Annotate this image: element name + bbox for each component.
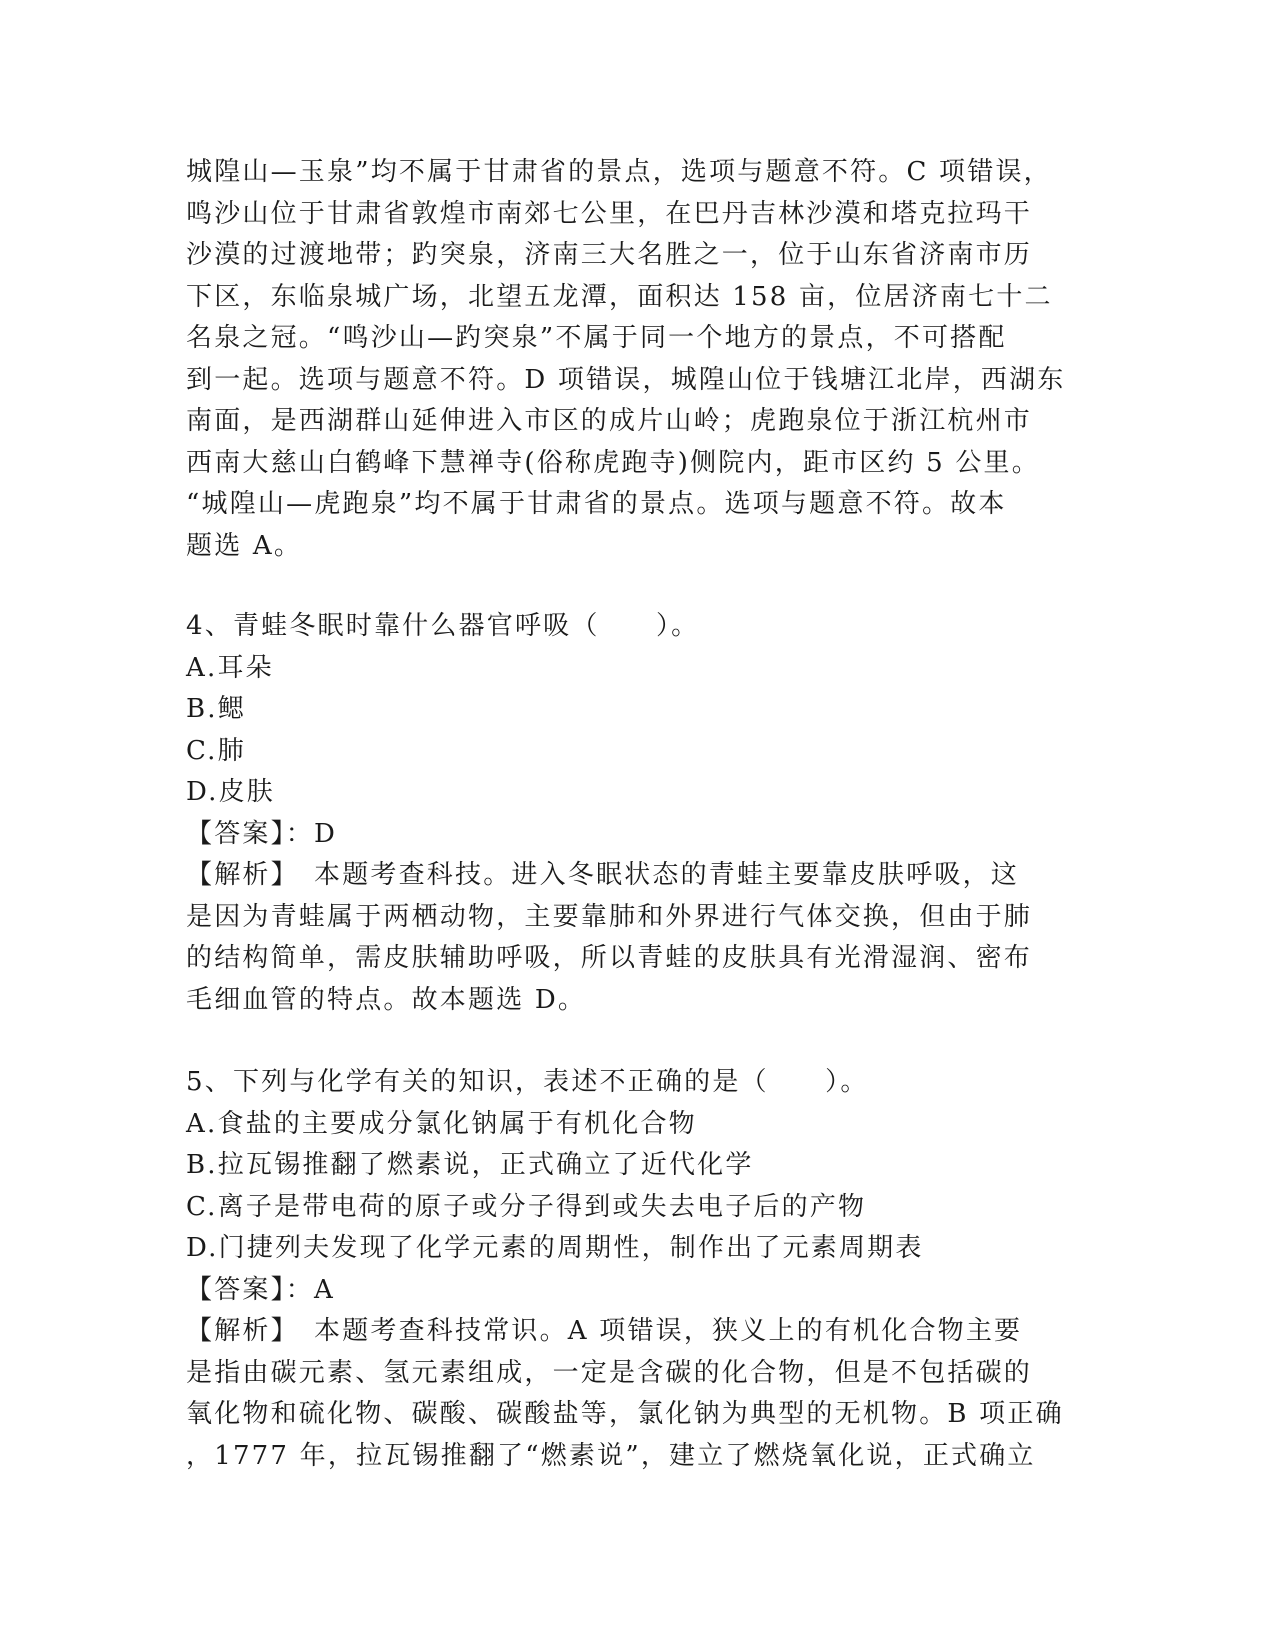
analysis-line: 氧化物和硫化物、碳酸、碳酸盐等，氯化钠为典型的无机物。B 项正确 xyxy=(186,1399,1064,1429)
question-stem: 4、青蛙冬眠时靠什么器官呼吸（ ）。 xyxy=(186,611,700,641)
analysis-line: 城隍山—玉泉”均不属于甘肃省的景点，选项与题意不符。C 项错误， xyxy=(186,157,1052,187)
analysis-line: 南面，是西湖群山延伸进入市区的成片山岭；虎跑泉位于浙江杭州市 xyxy=(186,406,1033,436)
option-a: A.耳朵 xyxy=(186,652,274,683)
answer-line: 【答案】：A xyxy=(186,1274,335,1305)
analysis-line: 的结构简单，需皮肤辅助呼吸，所以青蛙的皮肤具有光滑湿润、密布 xyxy=(186,943,1033,973)
analysis-line: 是因为青蛙属于两栖动物，主要靠肺和外界进行气体交换，但由于肺 xyxy=(186,901,1033,932)
option-d: D.皮肤 xyxy=(186,777,275,807)
analysis-line: 沙漠的过渡地带；趵突泉，济南三大名胜之一，位于山东省济南市历 xyxy=(186,240,1033,270)
question-5 xyxy=(186,1062,1064,1477)
analysis-line: 毛细血管的特点。故本题选 D。 xyxy=(186,984,587,1015)
option-b: B.拉瓦锡推翻了燃素说，正式确立了近代化学 xyxy=(186,1150,754,1180)
analysis-line: 题选 A。 xyxy=(186,530,303,561)
analysis-line: “城隍山—虎跑泉”均不属于甘肃省的景点。选项与题意不符。故本 xyxy=(186,489,1007,519)
question-4 xyxy=(186,606,1032,1021)
analysis-line: 【解析】 本题考查科技。进入冬眠状态的青蛙主要靠皮肤呼吸，这 xyxy=(186,860,1020,890)
analysis-line: ，1777 年，拉瓦锡推翻了“燃素说”，建立了燃烧氧化说，正式确立 xyxy=(186,1440,1036,1471)
analysis-line: 下区，东临泉城广场，北望五龙潭，面积达 158 亩，位居济南七十二 xyxy=(186,281,1053,312)
analysis-line: 名泉之冠。“鸣沙山—趵突泉”不属于同一个地方的景点，不可搭配 xyxy=(186,323,1007,353)
analysis-line: 到一起。选项与题意不符。D 项错误，城隍山位于钱塘江北岸，西湖东 xyxy=(186,364,1066,395)
analysis-line: 鸣沙山位于甘肃省敦煌市南郊七公里，在巴丹吉林沙漠和塔克拉玛干 xyxy=(186,198,1033,229)
previous-analysis-continuation xyxy=(186,152,1066,567)
option-d: D.门捷列夫发现了化学元素的周期性，制作出了元素周期表 xyxy=(186,1233,924,1263)
analysis-line: 西南大慈山白鹤峰下慧禅寺(俗称虎跑寺)侧院内，距市区约 5 公里。 xyxy=(186,447,1040,478)
option-c: C.肺 xyxy=(186,735,246,766)
option-b: B.鳃 xyxy=(186,694,246,724)
analysis-line: 【解析】 本题考查科技常识。A 项错误，狭义上的有机化合物主要 xyxy=(186,1316,1023,1346)
answer-line: 【答案】：D xyxy=(186,818,338,849)
analysis-line: 是指由碳元素、氢元素组成，一定是含碳的化合物，但是不包括碳的 xyxy=(186,1357,1033,1388)
option-c: C.离子是带电荷的原子或分子得到或失去电子后的产物 xyxy=(186,1191,867,1222)
question-stem: 5、下列与化学有关的知识，表述不正确的是（ ）。 xyxy=(186,1067,869,1097)
option-a: A.食盐的主要成分氯化钠属于有机化合物 xyxy=(186,1108,697,1139)
